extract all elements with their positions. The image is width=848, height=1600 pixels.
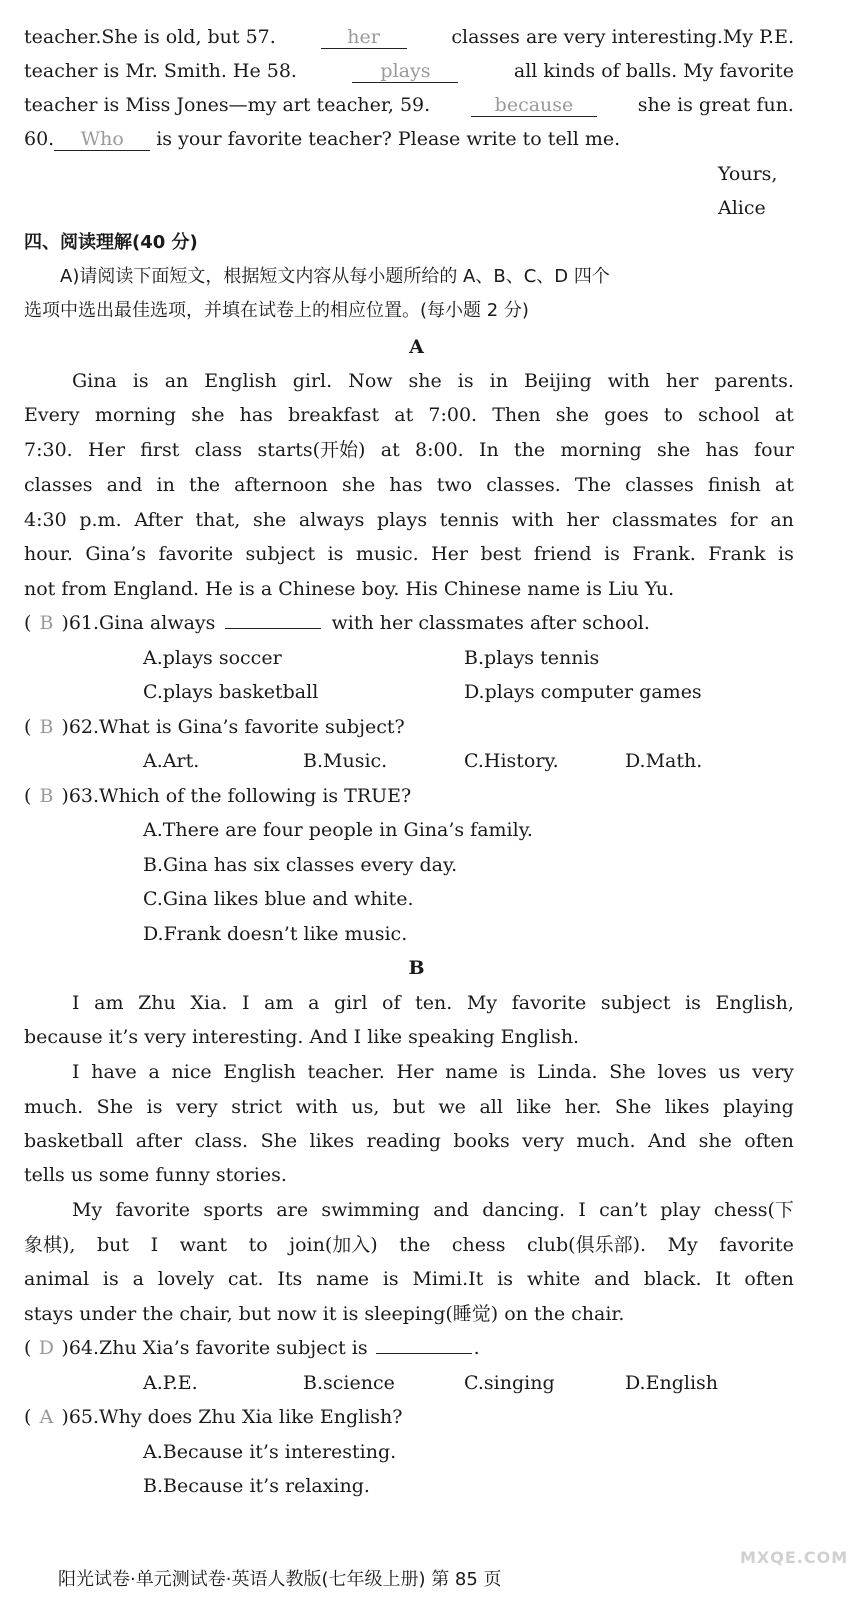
question-blank [376,1353,472,1354]
answer-64: D [38,1337,55,1359]
passage-a-line: 4:30 p.m. After that, she always plays tennis with her classmates for an [24,509,794,531]
option-65-a: A.Because it’s interesting. [143,1441,397,1463]
option-64-c: C.singing [464,1372,555,1394]
answer-blank-60: Who [54,130,150,151]
question-62: ( B )62.What is Gina’s favorite subject? [24,716,405,738]
passage-b-heading: B [408,957,425,979]
answer-blank-58: plays [352,62,458,83]
option-61-d: D.plays computer games [464,681,702,703]
answer-65: A [39,1406,54,1428]
option-63-d: D.Frank doesn’t like music. [143,923,408,945]
passage-a-line: 7:30. Her first class starts(开始) at 8:00. In the morning she has four [24,439,794,461]
question-65: ( A )65.Why does Zhu Xia like English? [24,1406,403,1428]
option-64-d: D.English [625,1372,719,1394]
page-footer: 阳光试卷·单元测试卷·英语人教版(七年级上册) 第 85 页 [58,1569,502,1590]
option-64-b: B.science [303,1372,395,1394]
watermark-logo: MXQE.COM [740,1548,848,1567]
letter-signature: Alice [718,197,766,219]
passage-a-line: Every morning she has breakfast at 7:00. Then she goes to school at [24,404,794,426]
option-63-a: A.There are four people in Gina’s family. [143,819,533,841]
passage-a-line: classes and in the afternoon she has two classes. The classes finish at [24,474,794,496]
question-63: ( B )63.Which of the following is TRUE? [24,785,412,807]
option-64-a: A.P.E. [143,1372,198,1394]
option-63-b: B.Gina has six classes every day. [143,854,458,876]
letter-closing: Yours, [718,163,778,185]
passage-b-line: My favorite sports are swimming and dancing. I can’t play chess(下 [72,1199,794,1221]
passage-b-line: stays under the chair, but now it is sleeping(睡觉) on the chair. [24,1303,625,1325]
question-blank [225,628,321,629]
option-62-d: D.Math. [625,750,703,772]
answer-blank-59: because [471,96,597,117]
passage-a-line: hour. Gina’s favorite subject is music. Her best friend is Frank. Frank is [24,543,794,565]
passage-b-line: tells us some funny stories. [24,1164,287,1186]
answer-63: B [39,785,54,807]
letter-line-3: teacher is Miss Jones—my art teacher, 59. because she is great fun. [24,94,794,116]
option-62-b: B.Music. [303,750,388,772]
passage-a-line: Gina is an English girl. Now she is in Beijing with her parents. [72,370,794,392]
answer-61: B [39,612,54,634]
section-title: 四、阅读理解(40 分) [24,232,198,253]
option-62-a: A.Art. [143,750,200,772]
passage-b-line: I have a nice English teacher. Her name is Linda. She loves us very [72,1061,794,1083]
question-61: ( B )61.Gina always with her classmates after school. [24,612,650,634]
answer-blank-57: her [321,28,407,49]
answer-62: B [39,716,54,738]
section-instruction-2: 选项中选出最佳选项，并填在试卷上的相应位置。(每小题 2 分) [24,300,529,321]
option-63-c: C.Gina likes blue and white. [143,888,414,910]
passage-a-heading: A [409,336,424,358]
passage-b-line: because it’s very interesting. And I like speaking English. [24,1026,580,1048]
option-61-c: C.plays basketball [143,681,319,703]
option-62-c: C.History. [464,750,559,772]
passage-a-line: not from England. He is a Chinese boy. His Chinese name is Liu Yu. [24,578,675,600]
question-64: ( D )64.Zhu Xia’s favorite subject is . [24,1337,480,1359]
letter-line-4: 60. Who is your favorite teacher? Please write to tell me. [24,128,621,150]
passage-b-line: basketball after class. She likes reading books very much. And she often [24,1130,794,1152]
passage-b-line: 象棋), but I want to join(加入) the chess club(俱乐部). My favorite [24,1234,794,1256]
option-65-b: B.Because it’s relaxing. [143,1475,370,1497]
passage-b-line: much. She is very strict with us, but we all like her. She likes playing [24,1096,794,1118]
section-instruction-1: A)请阅读下面短文，根据短文内容从每小题所给的 A、B、C、D 四个 [60,266,610,287]
option-61-a: A.plays soccer [143,647,282,669]
passage-b-line: I am Zhu Xia. I am a girl of ten. My favorite subject is English, [72,992,794,1014]
option-61-b: B.plays tennis [464,647,600,669]
letter-line-1: teacher.She is old, but 57. her classes are very interesting.My P.E. [24,26,794,48]
letter-line-2: teacher is Mr. Smith. He 58. plays all kinds of balls. My favorite [24,60,794,82]
passage-b-line: animal is a lovely cat. Its name is Mimi.It is white and black. It often [24,1268,794,1290]
